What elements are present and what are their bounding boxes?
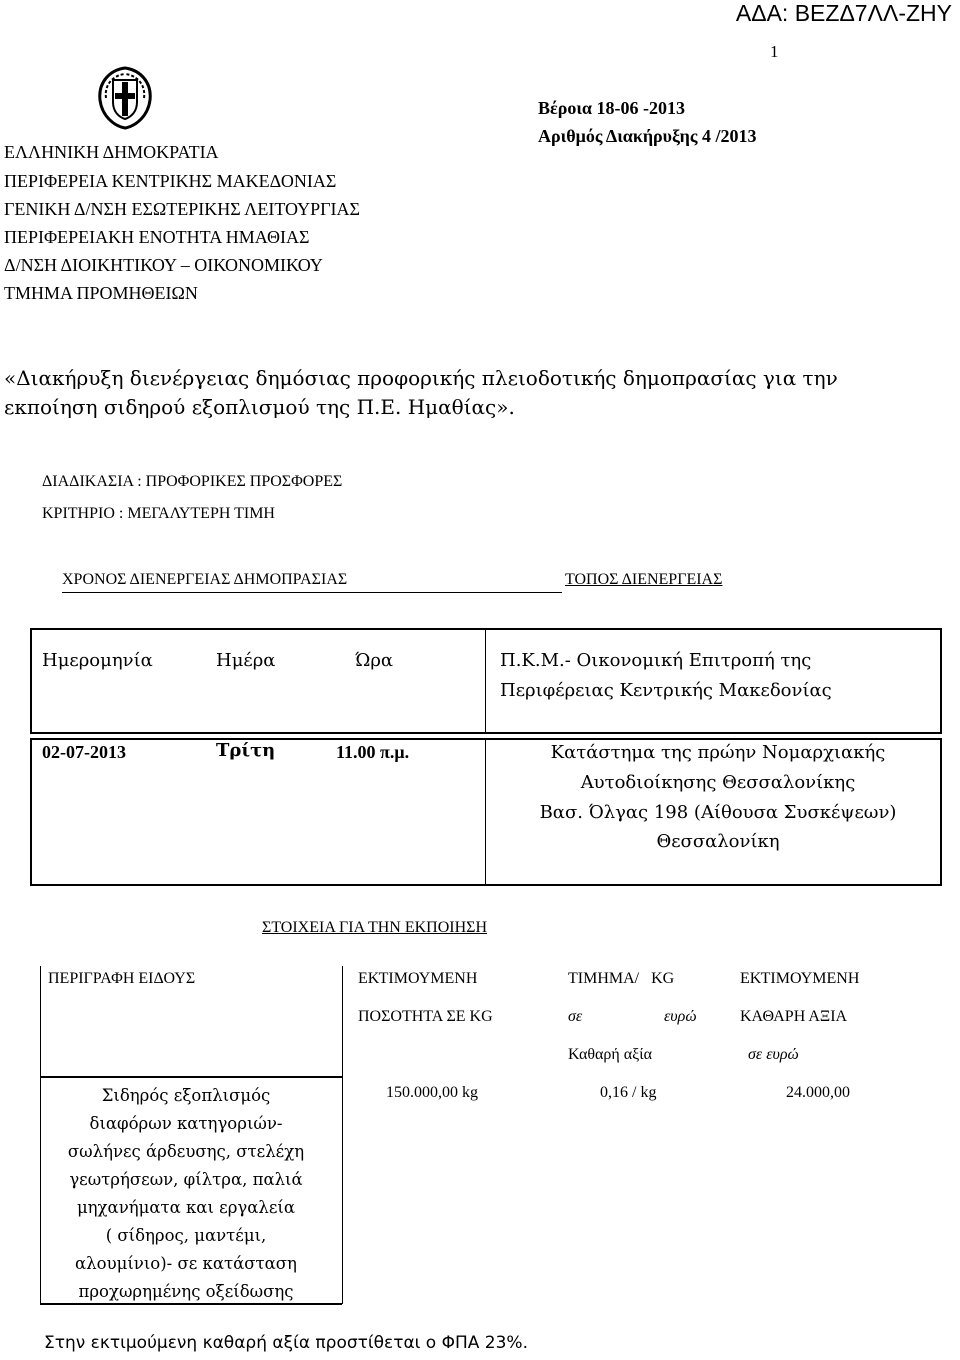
issuer-line-2: ΠΕΡΙΦΕΡΕΙΑ ΚΕΝΤΡΙΚΗΣ ΜΑΚΕΔΟΝΙΑΣ (4, 171, 337, 191)
header-price-2a: σε (568, 1008, 583, 1025)
item-description (40, 1082, 332, 1306)
col-day-label: Ημέρα (216, 650, 276, 671)
issuer-line-4: ΠΕΡΙΦΕΡΕΙΑΚΗ ΕΝΟΤΗΤΑ ΗΜΑΘΙΑΣ (4, 227, 310, 247)
issuer-line-1: ΕΛΛΗΝΙΚΗ ΔΗΜΟΚΡΑΤΙΑ (4, 142, 219, 162)
schedule-header-divider (485, 628, 486, 734)
time-heading: ΧΡΟΝΟΣ ΔΙΕΝΕΡΓΕΙΑΣ ΔΗΜΟΠΡΑΣΙΑΣ (62, 571, 348, 588)
venue-line-4: Θεσσαλονίκη (656, 831, 780, 852)
venue-line-2: Αυτοδιοίκησης Θεσσαλονίκης (580, 772, 856, 793)
item-description-line: ( σίδηρος, μαντέμι, (105, 1226, 267, 1245)
item-quantity: 150.000,00 kg (386, 1084, 478, 1101)
header-quantity-1: ΕΚΤΙΜΟΥΜΕΝΗ (358, 970, 478, 987)
header-price-1: ΤΙΜΗΜΑ/ KG (568, 970, 675, 987)
item-description-line: διαφόρων κατηγοριών- (89, 1114, 283, 1133)
header-price-3: Καθαρή αξία (568, 1046, 652, 1063)
time-heading-underline (62, 592, 562, 593)
header-quantity-2: ΠΟΣΟΤΗΤΑ ΣΕ KG (358, 1008, 493, 1025)
header-value-1: ΕΚΤΙΜΟΥΜΕΝΗ (740, 970, 860, 987)
header-value-2: ΚΑΘΑΡΗ ΑΞΙΑ (740, 1008, 848, 1025)
issuer-line-5: Δ/ΝΣΗ ΔΙΟΙΚΗΤΙΚΟΥ – ΟΙΚΟΝΟΜΙΚΟΥ (4, 255, 323, 275)
place-line-2: Περιφέρειας Κεντρικής Μακεδονίας (500, 680, 832, 701)
description-top-rule (40, 1076, 342, 1078)
item-description-line: σωλήνες άρδευσης, στελέχη (67, 1142, 305, 1161)
coat-of-arms-emblem (92, 62, 158, 132)
vat-note: Στην εκτιμούμενη καθαρή αξία προστίθεται ο ΦΠΑ 23%. (44, 1333, 528, 1353)
auction-time: 11.00 π.μ. (336, 742, 410, 762)
place-heading: ΤΟΠΟΣ ΔΙΕΝΕΡΓΕΙΑΣ (565, 571, 723, 588)
schedule-detail-divider (485, 738, 486, 886)
notice-title-line-2: εκποίηση σιδηρού εξοπλισμού της Π.Ε. Ημαθίας». (4, 395, 515, 419)
item-description-line: γεωτρήσεων, φίλτρα, παλιά (69, 1170, 303, 1189)
page-number: 1 (770, 42, 779, 61)
place-line-1: Π.Κ.Μ.- Οικονομική Επιτροπή της (500, 650, 812, 671)
header-price-2b: ευρώ (664, 1008, 697, 1025)
notice-title-line-1: «Διακήρυξη διενέργειας δημόσιας προφορικής πλειοδοτικής δημοπρασίας για την (4, 366, 838, 390)
item-description-line: Σιδηρός εξοπλισμός (101, 1086, 271, 1105)
place-date: Βέροια 18-06 -2013 (538, 98, 685, 118)
notice-number: Αριθμός Διακήρυξης 4 /2013 (538, 126, 757, 146)
auction-day: Τρίτη (216, 740, 276, 761)
venue-line-1: Κατάστημα της πρώην Νομαρχιακής (550, 742, 886, 763)
item-description-line: μηχανήματα και εργαλεία (76, 1198, 296, 1217)
item-price: 0,16 / kg (600, 1084, 657, 1101)
issuer-line-3: ΓΕΝΙΚΗ Δ/ΝΣΗ ΕΣΩΤΕΡΙΚΗΣ ΛΕΙΤΟΥΡΓΙΑΣ (4, 199, 360, 219)
description-right-rule (342, 966, 343, 1304)
header-description: ΠΕΡΙΓΡΑΦΗ ΕΙΔΟΥΣ (48, 970, 196, 987)
header-value-3: σε ευρώ (748, 1046, 799, 1063)
item-description-line: προχωρημένης οξείδωσης (78, 1282, 294, 1301)
ada-code: ΑΔΑ: ΒΕΖΔ7ΛΛ-ΖΗΥ (735, 0, 952, 26)
auction-date: 02-07-2013 (42, 742, 126, 762)
venue-line-3: Βασ. Όλγας 198 (Αίθουσα Συσκέψεων) (539, 802, 897, 823)
col-time-label: Ώρα (355, 650, 394, 671)
item-value: 24.000,00 (786, 1084, 850, 1101)
issuer-line-6: ΤΜΗΜΑ ΠΡΟΜΗΘΕΙΩΝ (4, 283, 198, 303)
col-date-label: Ημερομηνία (42, 650, 153, 671)
sale-heading: ΣΤΟΙΧΕΙΑ ΓΙΑ ΤΗΝ ΕΚΠΟΙΗΣΗ (262, 919, 488, 936)
item-description-line: αλουμίνιο)- σε κατάσταση (75, 1254, 297, 1273)
criterion: ΚΡΙΤΗΡΙΟ : ΜΕΓΑΛΥΤΕΡΗ ΤΙΜΗ (42, 505, 275, 522)
procedure: ΔΙΑΔΙΚΑΣΙΑ : ΠΡΟΦΟΡΙΚΕΣ ΠΡΟΣΦΟΡΕΣ (42, 473, 343, 490)
